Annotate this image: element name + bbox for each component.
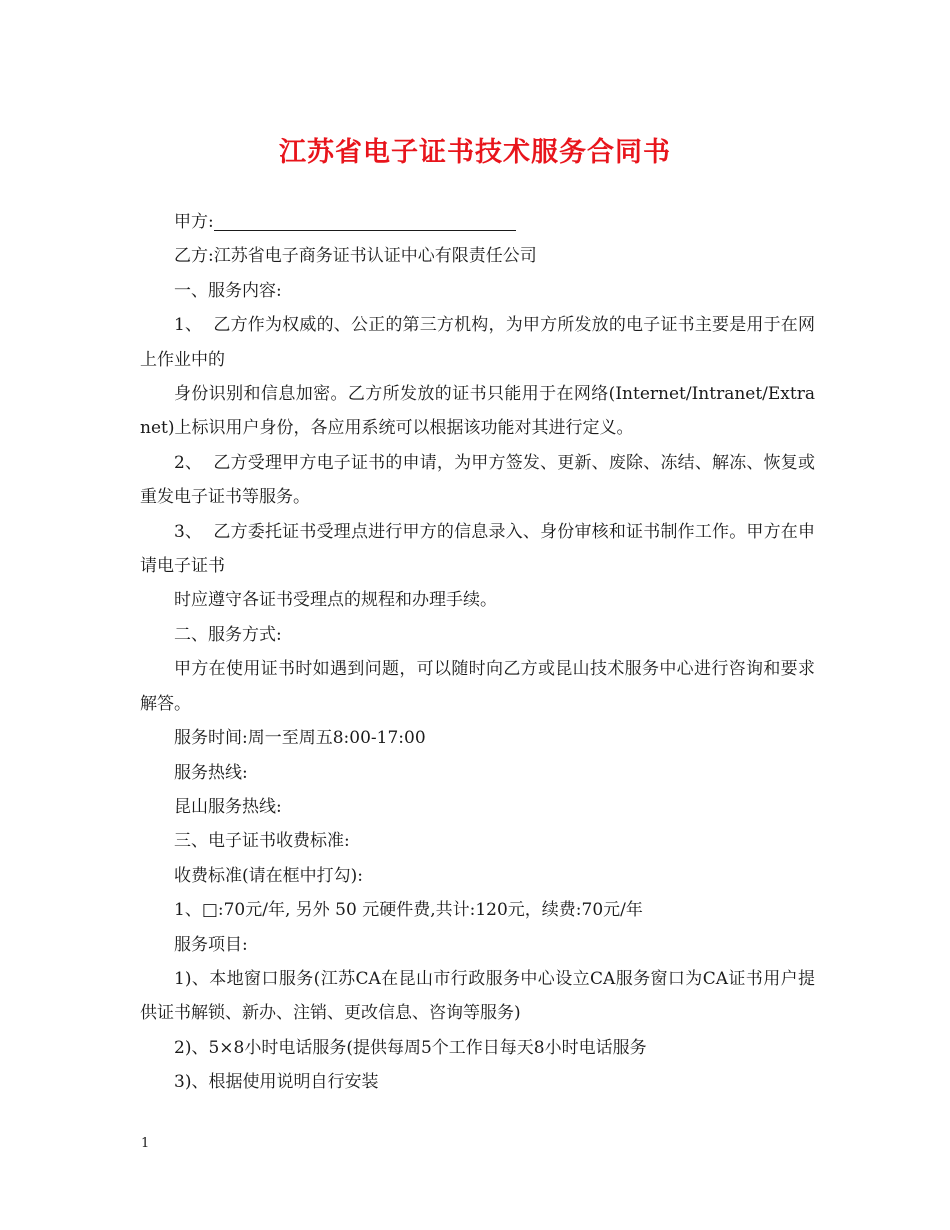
document-title: 江苏省电子证书技术服务合同书 — [279, 137, 671, 168]
party-a-label: 甲方: — [174, 212, 214, 232]
item3-paragraph: 3、 乙方委托证书受理点进行甲方的信息录入、身份审核和证书制作工作。甲方在申请电子证书 — [140, 521, 815, 577]
service-item-3: 3)、根据使用说明自行安装 — [174, 1072, 379, 1093]
item3-continuation: 时应遵守各证书受理点的规程和办理手续。 — [174, 590, 497, 611]
item1-paragraph: 1、 乙方作为权威的、公正的第三方机构，为甲方所发放的电子证书主要是用于在网上作业中的 — [140, 315, 815, 370]
kunshan-hotline-label: 昆山服务热线: — [174, 796, 282, 817]
section3-heading: 三、电子证书收费标准: — [174, 831, 350, 852]
party-b-line: 乙方:江苏省电子商务证书认证中心有限责任公司 — [174, 246, 537, 267]
service-hours: 服务时间:周一至周五8:00-17:00 — [174, 728, 426, 749]
page-number: 1 — [141, 1136, 150, 1151]
service-description: 甲方在使用证书时如遇到问题，可以随时向乙方或昆山技术服务中心进行咨询和要求解答。 — [140, 659, 815, 714]
party-a-line — [140, 205, 815, 239]
section1-heading: 一、服务内容: — [174, 280, 282, 301]
service-items-label: 服务项目: — [174, 934, 248, 955]
party-a-blank-field — [214, 210, 516, 231]
item1-continuation: 身份识别和信息加密。乙方所发放的证书只能用于在网络(Internet/Intranet/Extranet)上标识用户身份，各应用系统可以根据该功能对其进行定义。 — [140, 384, 815, 439]
document-body — [140, 205, 815, 1100]
fee-standard-label: 收费标准(请在框中打勾): — [174, 865, 363, 886]
fee-option-1: 1、□:70元/年, 另外 50 元硬件费,共计:120元，续费:70元/年 — [174, 900, 643, 921]
service-item-2: 2)、5×8小时电话服务(提供每周5个工作日每天8小时电话服务 — [174, 1037, 647, 1058]
service-item-1: 1)、本地窗口服务(江苏CA在昆山市行政服务中心设立CA服务窗口为CA证书用户提供证书解锁、新办、注销、更改信息、咨询等服务) — [140, 968, 815, 1024]
item2-paragraph: 2、 乙方受理甲方电子证书的申请，为甲方签发、更新、废除、冻结、解冻、恢复或重发电子证书等服务。 — [140, 452, 815, 508]
hotline-label: 服务热线: — [174, 762, 248, 783]
section2-heading: 二、服务方式: — [174, 624, 282, 645]
